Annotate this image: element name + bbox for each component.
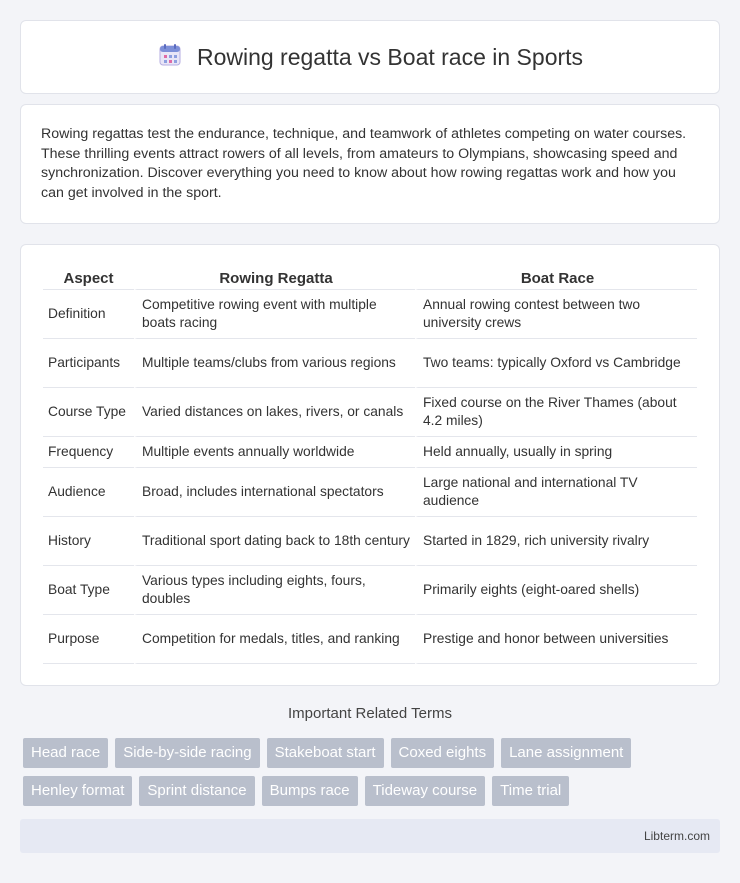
row-aspect: Participants [43,339,134,388]
tag-sprint-distance[interactable]: Sprint distance [139,776,254,806]
row-regatta: Competition for medals, titles, and ranking [134,615,415,664]
row-boat-race: Fixed course on the River Thames (about 4.2 miles) [415,388,697,437]
row-regatta: Multiple teams/clubs from various regions [134,339,415,388]
row-boat-race: Started in 1829, rich university rivalry [415,517,697,566]
related-terms-title: Important Related Terms [288,705,452,722]
row-aspect: Frequency [43,437,134,468]
header-boat-race: Boat Race [415,265,697,290]
table-row [43,290,697,339]
row-aspect: Boat Type [43,566,134,615]
row-regatta: Competitive rowing event with multiple boats racing [134,290,415,339]
row-boat-race: Large national and international TV audience [415,468,697,517]
comparison-card [20,244,720,686]
intro-text: Rowing regattas test the endurance, technique, and teamwork of athletes competing on water courses. These thrilling events attract rowers of all levels, from amateurs to Olympians, showcasing speed and synchronization. Discover everything you need to know about how rowing regattas work and how you can get involved in the sport. [41,126,687,201]
header-aspect: Aspect [43,265,134,290]
row-boat-race: Held annually, usually in spring [415,437,697,468]
table-row [43,566,697,615]
row-regatta: Multiple events annually worldwide [134,437,415,468]
row-aspect: History [43,517,134,566]
tag-bumps-race[interactable]: Bumps race [262,776,358,806]
intro-card [20,104,720,224]
header-card [20,20,720,94]
row-aspect: Definition [43,290,134,339]
related-terms [23,738,723,814]
row-boat-race: Primarily eights (eight-oared shells) [415,566,697,615]
row-aspect: Course Type [43,388,134,437]
table-row [43,437,697,468]
row-aspect: Purpose [43,615,134,664]
table-row [43,388,697,437]
footer-link[interactable]: Libterm.com [643,829,710,843]
table-row [43,339,697,388]
row-regatta: Various types including eights, fours, doubles [134,566,415,615]
table-row [43,468,697,517]
tag-coxed-eights[interactable]: Coxed eights [391,738,495,768]
row-regatta: Broad, includes international spectators [134,468,415,517]
row-boat-race: Annual rowing contest between two university crews [415,290,697,339]
tag-henley-format[interactable]: Henley format [23,776,132,806]
row-boat-race: Prestige and honor between universities [415,615,697,664]
comparison-table [43,265,697,664]
tag-time-trial[interactable]: Time trial [492,776,569,806]
row-aspect: Audience [43,468,134,517]
tag-side-by-side-racing[interactable]: Side-by-side racing [115,738,259,768]
row-regatta: Traditional sport dating back to 18th century [134,517,415,566]
row-regatta: Varied distances on lakes, rivers, or canals [134,388,415,437]
tag-row [23,738,723,768]
table-row [43,517,697,566]
row-boat-race: Two teams: typically Oxford vs Cambridge [415,339,697,388]
calendar-icon [157,42,183,73]
tag-tideway-course[interactable]: Tideway course [365,776,486,806]
table-row [43,615,697,664]
tag-row [23,776,723,806]
page-title: Rowing regatta vs Boat race in Sports [196,43,584,70]
tag-lane-assignment[interactable]: Lane assignment [501,738,631,768]
header-rowing-regatta: Rowing Regatta [134,265,415,290]
footer [20,819,720,853]
tag-stakeboat-start[interactable]: Stakeboat start [267,738,384,768]
tag-head-race[interactable]: Head race [23,738,108,768]
